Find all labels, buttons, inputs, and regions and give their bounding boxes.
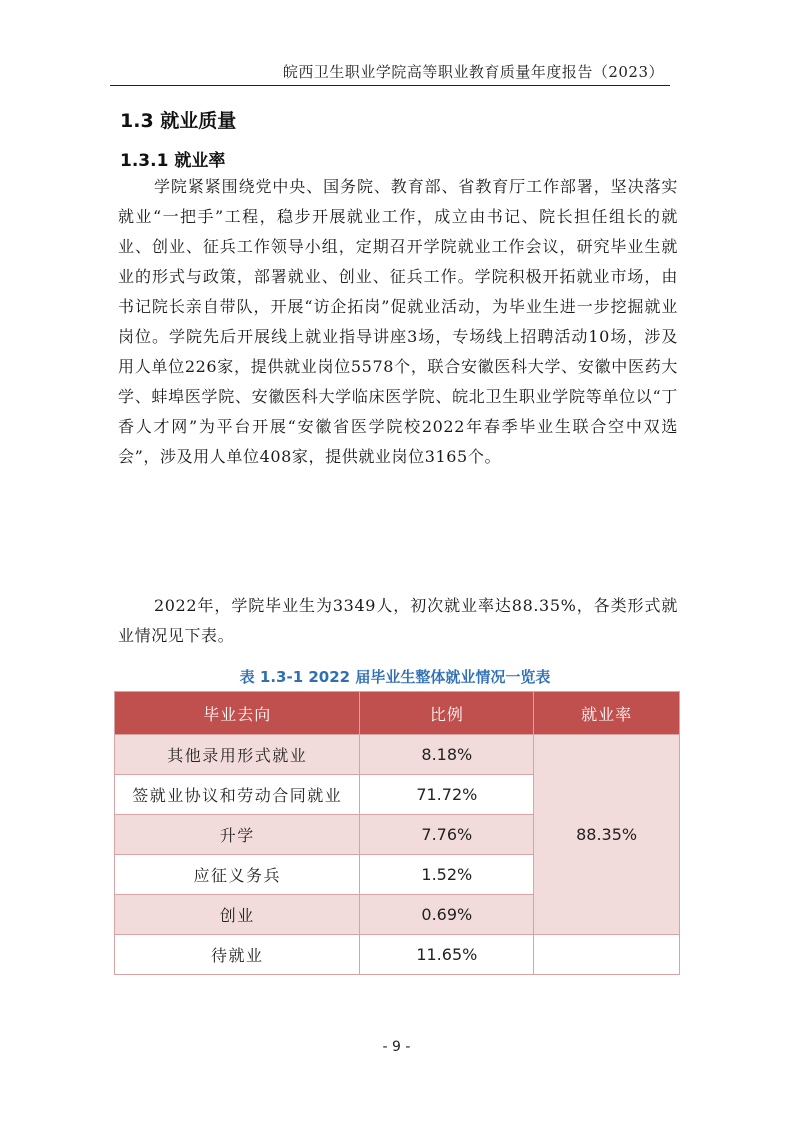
section-heading: 1.3 就业质量 (120, 110, 237, 132)
ratio-cell: 0.69% (360, 895, 534, 935)
destination-cell: 创业 (115, 895, 360, 935)
body-paragraph: 学院紧紧围绕党中央、国务院、教育部、省教育厅工作部署，坚决落实就业“一把手”工程，稳步开展就业工作，成立由书记、院长担任组长的就业、创业、征兵工作领导小组，定期召开学院就业工作会议，研究毕业生就业的形式与政策，部署就业、创业、征兵工作。学院积极开拓就业市场，由书记院长亲自带队，开展“访企拓岗”促就业活动，为毕业生进一步挖掘就业岗位。学院先后开展线上就业指导讲座3场，专场线上招聘活动10场，涉及用人单位226家，提供就业岗位5578个，联合安徽医科大学、安徽中医药大学、蚌埠医学院、安徽医科大学临床医学院、皖北卫生职业学院等单位以“丁香人才网”为平台开展“安徽省医学院校2022年春季毕业生联合空中双选会”，涉及用人单位408家，提供就业岗位3165个。 (118, 177, 678, 466)
destination-cell: 其他录用形式就业 (115, 735, 360, 775)
table-row (115, 935, 680, 975)
body-paragraph: 2022年，学院毕业生为3349人，初次就业率达88.35%，各类形式就业情况见下表。 (118, 596, 678, 645)
destination-cell: 待就业 (115, 935, 360, 975)
employment-rate-cell: 88.35% (534, 735, 680, 935)
ratio-cell: 11.65% (360, 935, 534, 975)
destination-cell: 签就业协议和劳动合同就业 (115, 775, 360, 815)
column-header-ratio: 比例 (360, 692, 534, 735)
column-header-employment-rate: 就业率 (534, 692, 680, 735)
destination-cell: 升学 (115, 815, 360, 855)
column-header-destination: 毕业去向 (115, 692, 360, 735)
table-header-row (115, 692, 680, 735)
header-title: 皖西卫生职业学院高等职业教育质量年度报告（2023） (282, 63, 664, 81)
page-header (110, 58, 670, 86)
destination-cell: 应征义务兵 (115, 855, 360, 895)
subsection-heading: 1.3.1 就业率 (120, 151, 226, 171)
employment-table (114, 691, 680, 975)
page-number: - 9 - (382, 1039, 411, 1055)
empty-cell (534, 935, 680, 975)
ratio-cell: 71.72% (360, 775, 534, 815)
table-caption: 表 1.3-1 2022 届毕业生整体就业情况一览表 (239, 668, 551, 686)
table-row (115, 735, 680, 775)
ratio-cell: 1.52% (360, 855, 534, 895)
ratio-cell: 8.18% (360, 735, 534, 775)
ratio-cell: 7.76% (360, 815, 534, 855)
